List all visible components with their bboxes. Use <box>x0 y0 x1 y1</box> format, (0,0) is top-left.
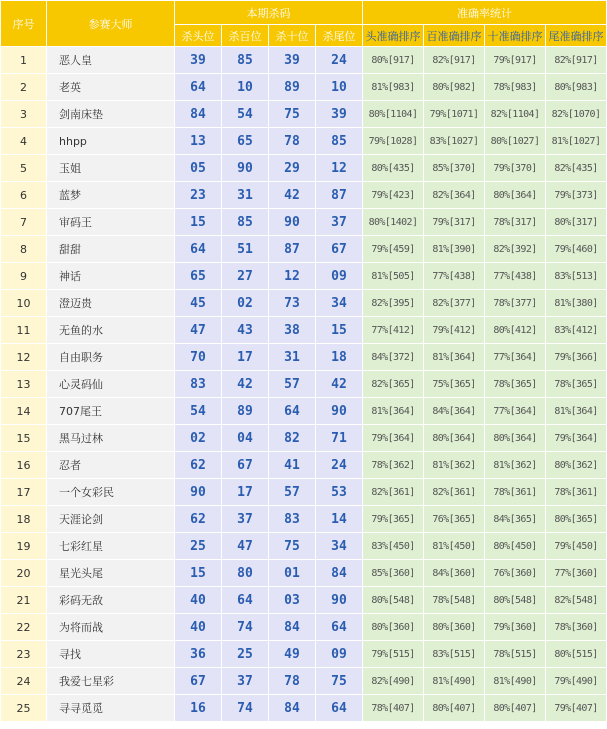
kill-hundred-value: 37 <box>222 506 269 533</box>
row-index: 12 <box>1 344 47 371</box>
kill-tail-value: 90 <box>316 587 363 614</box>
stat-hundred-value: 82%[377] <box>424 290 485 317</box>
stat-ten-value: 82%[1104] <box>485 101 546 128</box>
stat-hundred-value: 80%[364] <box>424 425 485 452</box>
kill-ten-value: 03 <box>269 587 316 614</box>
stat-ten-value: 78%[317] <box>485 209 546 236</box>
table-row <box>1 452 607 479</box>
kill-tail-value: 34 <box>316 290 363 317</box>
row-index: 6 <box>1 182 47 209</box>
stat-ten-value: 78%[515] <box>485 641 546 668</box>
stat-ten-value: 82%[392] <box>485 236 546 263</box>
kill-tail-value: 90 <box>316 398 363 425</box>
row-index: 21 <box>1 587 47 614</box>
stat-tail-value: 83%[513] <box>546 263 607 290</box>
row-index: 13 <box>1 371 47 398</box>
stat-tail-value: 83%[412] <box>546 317 607 344</box>
table-body <box>1 47 607 722</box>
stat-ten-value: 79%[370] <box>485 155 546 182</box>
kill-ten-value: 87 <box>269 236 316 263</box>
stat-ten-value: 77%[438] <box>485 263 546 290</box>
kill-ten-value: 41 <box>269 452 316 479</box>
kill-hundred-value: 42 <box>222 371 269 398</box>
kill-head-value: 84 <box>175 101 222 128</box>
kill-head-value: 05 <box>175 155 222 182</box>
stat-hundred-value: 84%[364] <box>424 398 485 425</box>
stat-head-value: 80%[917] <box>363 47 424 74</box>
kill-ten-value: 90 <box>269 209 316 236</box>
stat-ten-value: 80%[407] <box>485 695 546 722</box>
kill-ten-value: 75 <box>269 101 316 128</box>
table-row <box>1 101 607 128</box>
table-row <box>1 371 607 398</box>
stat-head-value: 78%[362] <box>363 452 424 479</box>
header-period-kill: 本期杀码 <box>175 1 363 25</box>
stat-ten-value: 77%[364] <box>485 398 546 425</box>
table-row <box>1 425 607 452</box>
master-name: 甜甜 <box>47 236 175 263</box>
stat-hundred-value: 81%[362] <box>424 452 485 479</box>
stat-head-value: 79%[423] <box>363 182 424 209</box>
master-name: 七彩红星 <box>47 533 175 560</box>
row-index: 19 <box>1 533 47 560</box>
stat-hundred-value: 84%[360] <box>424 560 485 587</box>
kill-ten-value: 38 <box>269 317 316 344</box>
header-kill-hundred: 杀百位 <box>222 25 269 47</box>
kill-tail-value: 64 <box>316 614 363 641</box>
row-index: 16 <box>1 452 47 479</box>
row-index: 9 <box>1 263 47 290</box>
table-row <box>1 479 607 506</box>
master-name: 自由职务 <box>47 344 175 371</box>
table-row <box>1 506 607 533</box>
table-row <box>1 344 607 371</box>
header-master: 参赛大师 <box>47 1 175 47</box>
kill-tail-value: 18 <box>316 344 363 371</box>
kill-ten-value: 49 <box>269 641 316 668</box>
kill-tail-value: 09 <box>316 263 363 290</box>
kill-head-value: 15 <box>175 560 222 587</box>
stat-ten-value: 80%[364] <box>485 425 546 452</box>
stat-head-value: 82%[361] <box>363 479 424 506</box>
master-name: 寻找 <box>47 641 175 668</box>
row-index: 8 <box>1 236 47 263</box>
stat-hundred-value: 75%[365] <box>424 371 485 398</box>
kill-hundred-value: 67 <box>222 452 269 479</box>
header-accuracy-stats: 准确率统计 <box>363 1 607 25</box>
stat-tail-value: 79%[490] <box>546 668 607 695</box>
master-name: 恶人皇 <box>47 47 175 74</box>
kill-head-value: 39 <box>175 47 222 74</box>
stat-ten-value: 81%[362] <box>485 452 546 479</box>
stat-hundred-value: 81%[490] <box>424 668 485 695</box>
stat-head-value: 79%[364] <box>363 425 424 452</box>
kill-hundred-value: 43 <box>222 317 269 344</box>
kill-hundred-value: 65 <box>222 128 269 155</box>
stat-hundred-value: 83%[1027] <box>424 128 485 155</box>
kill-hundred-value: 51 <box>222 236 269 263</box>
kill-hundred-value: 02 <box>222 290 269 317</box>
stat-head-value: 80%[360] <box>363 614 424 641</box>
kill-hundred-value: 74 <box>222 695 269 722</box>
header-kill-head: 杀头位 <box>175 25 222 47</box>
kill-tail-value: 84 <box>316 560 363 587</box>
stat-hundred-value: 76%[365] <box>424 506 485 533</box>
stat-head-value: 79%[1028] <box>363 128 424 155</box>
table-row <box>1 668 607 695</box>
master-name: 剑南床垫 <box>47 101 175 128</box>
header-kill-tail: 杀尾位 <box>316 25 363 47</box>
kill-hundred-value: 25 <box>222 641 269 668</box>
kill-tail-value: 64 <box>316 695 363 722</box>
stat-hundred-value: 81%[450] <box>424 533 485 560</box>
table-row <box>1 263 607 290</box>
table-row <box>1 236 607 263</box>
stat-hundred-value: 77%[438] <box>424 263 485 290</box>
header-index: 序号 <box>1 1 47 47</box>
stat-ten-value: 80%[1027] <box>485 128 546 155</box>
stat-hundred-value: 78%[548] <box>424 587 485 614</box>
kill-tail-value: 67 <box>316 236 363 263</box>
kill-head-value: 64 <box>175 74 222 101</box>
row-index: 22 <box>1 614 47 641</box>
master-name: 一个女彩民 <box>47 479 175 506</box>
kill-hundred-value: 10 <box>222 74 269 101</box>
kill-tail-value: 12 <box>316 155 363 182</box>
kill-ten-value: 83 <box>269 506 316 533</box>
row-index: 17 <box>1 479 47 506</box>
stat-tail-value: 82%[917] <box>546 47 607 74</box>
row-index: 5 <box>1 155 47 182</box>
master-name: 无鱼的水 <box>47 317 175 344</box>
stat-hundred-value: 79%[412] <box>424 317 485 344</box>
kill-hundred-value: 04 <box>222 425 269 452</box>
stat-head-value: 80%[435] <box>363 155 424 182</box>
row-index: 11 <box>1 317 47 344</box>
kill-head-value: 40 <box>175 587 222 614</box>
row-index: 20 <box>1 560 47 587</box>
kill-tail-value: 75 <box>316 668 363 695</box>
stat-tail-value: 82%[548] <box>546 587 607 614</box>
stat-head-value: 81%[505] <box>363 263 424 290</box>
master-name: 黑马过林 <box>47 425 175 452</box>
stat-hundred-value: 80%[360] <box>424 614 485 641</box>
kill-ten-value: 12 <box>269 263 316 290</box>
row-index: 3 <box>1 101 47 128</box>
kill-head-value: 16 <box>175 695 222 722</box>
stat-tail-value: 80%[365] <box>546 506 607 533</box>
stat-head-value: 77%[412] <box>363 317 424 344</box>
stat-tail-value: 81%[364] <box>546 398 607 425</box>
stat-tail-value: 79%[373] <box>546 182 607 209</box>
kill-head-value: 70 <box>175 344 222 371</box>
kill-tail-value: 24 <box>316 47 363 74</box>
kill-tail-value: 42 <box>316 371 363 398</box>
stat-tail-value: 78%[361] <box>546 479 607 506</box>
stat-hundred-value: 82%[364] <box>424 182 485 209</box>
master-name: 为将而战 <box>47 614 175 641</box>
kill-hundred-value: 85 <box>222 47 269 74</box>
row-index: 23 <box>1 641 47 668</box>
table-row <box>1 614 607 641</box>
table-row <box>1 290 607 317</box>
stat-tail-value: 80%[515] <box>546 641 607 668</box>
kill-ten-value: 29 <box>269 155 316 182</box>
stat-ten-value: 81%[490] <box>485 668 546 695</box>
kill-tail-value: 71 <box>316 425 363 452</box>
master-name: 我爱七星彩 <box>47 668 175 695</box>
table-row <box>1 398 607 425</box>
stat-ten-value: 80%[548] <box>485 587 546 614</box>
header-kill-ten: 杀十位 <box>269 25 316 47</box>
stat-ten-value: 80%[364] <box>485 182 546 209</box>
stat-hundred-value: 80%[407] <box>424 695 485 722</box>
kill-hundred-value: 80 <box>222 560 269 587</box>
master-name: 心灵码仙 <box>47 371 175 398</box>
stat-tail-value: 79%[450] <box>546 533 607 560</box>
stat-head-value: 82%[395] <box>363 290 424 317</box>
master-name: 神话 <box>47 263 175 290</box>
stat-ten-value: 78%[361] <box>485 479 546 506</box>
row-index: 25 <box>1 695 47 722</box>
kill-hundred-value: 17 <box>222 344 269 371</box>
kill-tail-value: 85 <box>316 128 363 155</box>
header-stat-ten[interactable]: 十准确排序 <box>485 25 546 47</box>
stat-ten-value: 80%[450] <box>485 533 546 560</box>
kill-tail-value: 37 <box>316 209 363 236</box>
kill-ten-value: 78 <box>269 668 316 695</box>
stat-head-value: 79%[515] <box>363 641 424 668</box>
kill-hundred-value: 89 <box>222 398 269 425</box>
kill-head-value: 13 <box>175 128 222 155</box>
master-name: 707尾王 <box>47 398 175 425</box>
stat-head-value: 79%[459] <box>363 236 424 263</box>
stat-head-value: 78%[407] <box>363 695 424 722</box>
row-index: 2 <box>1 74 47 101</box>
stat-ten-value: 78%[983] <box>485 74 546 101</box>
stat-hundred-value: 83%[515] <box>424 641 485 668</box>
row-index: 1 <box>1 47 47 74</box>
kill-hundred-value: 37 <box>222 668 269 695</box>
master-name: 星光头尾 <box>47 560 175 587</box>
kill-head-value: 62 <box>175 506 222 533</box>
kill-hundred-value: 54 <box>222 101 269 128</box>
header-stat-hundred[interactable]: 百准确排序 <box>424 25 485 47</box>
kill-head-value: 47 <box>175 317 222 344</box>
kill-head-value: 67 <box>175 668 222 695</box>
stat-ten-value: 78%[365] <box>485 371 546 398</box>
header-stat-head[interactable]: 头准确排序 <box>363 25 424 47</box>
kill-head-value: 83 <box>175 371 222 398</box>
stat-head-value: 80%[548] <box>363 587 424 614</box>
master-name: 忍者 <box>47 452 175 479</box>
stat-head-value: 81%[364] <box>363 398 424 425</box>
kill-tail-value: 09 <box>316 641 363 668</box>
table-row <box>1 128 607 155</box>
stat-hundred-value: 81%[390] <box>424 236 485 263</box>
kill-hundred-value: 31 <box>222 182 269 209</box>
kill-tail-value: 39 <box>316 101 363 128</box>
kill-head-value: 45 <box>175 290 222 317</box>
master-name: 天涯论剑 <box>47 506 175 533</box>
master-name: 玉姐 <box>47 155 175 182</box>
table-row <box>1 155 607 182</box>
stat-tail-value: 77%[360] <box>546 560 607 587</box>
stat-tail-value: 80%[362] <box>546 452 607 479</box>
kill-hundred-value: 85 <box>222 209 269 236</box>
stat-tail-value: 82%[435] <box>546 155 607 182</box>
stat-head-value: 81%[983] <box>363 74 424 101</box>
kill-ten-value: 39 <box>269 47 316 74</box>
kill-ten-value: 78 <box>269 128 316 155</box>
kill-head-value: 02 <box>175 425 222 452</box>
kill-tail-value: 15 <box>316 317 363 344</box>
row-index: 7 <box>1 209 47 236</box>
master-name: 澄迈贵 <box>47 290 175 317</box>
kill-ten-value: 82 <box>269 425 316 452</box>
table-row <box>1 587 607 614</box>
kill-hundred-value: 64 <box>222 587 269 614</box>
kill-hundred-value: 74 <box>222 614 269 641</box>
stat-tail-value: 78%[360] <box>546 614 607 641</box>
table-row <box>1 74 607 101</box>
kill-ten-value: 31 <box>269 344 316 371</box>
stat-hundred-value: 85%[370] <box>424 155 485 182</box>
master-name: 彩码无敌 <box>47 587 175 614</box>
row-index: 15 <box>1 425 47 452</box>
stat-head-value: 79%[365] <box>363 506 424 533</box>
stat-ten-value: 78%[377] <box>485 290 546 317</box>
kill-ten-value: 64 <box>269 398 316 425</box>
kill-ten-value: 84 <box>269 614 316 641</box>
kill-head-value: 23 <box>175 182 222 209</box>
kill-head-value: 90 <box>175 479 222 506</box>
stat-hundred-value: 82%[917] <box>424 47 485 74</box>
table-row <box>1 560 607 587</box>
stat-hundred-value: 79%[317] <box>424 209 485 236</box>
master-name: 蓝梦 <box>47 182 175 209</box>
stat-head-value: 84%[372] <box>363 344 424 371</box>
kill-head-value: 65 <box>175 263 222 290</box>
table-row <box>1 209 607 236</box>
kill-tail-value: 24 <box>316 452 363 479</box>
header-stat-tail[interactable]: 尾准确排序 <box>546 25 607 47</box>
kill-head-value: 54 <box>175 398 222 425</box>
stat-ten-value: 84%[365] <box>485 506 546 533</box>
row-index: 18 <box>1 506 47 533</box>
stat-hundred-value: 82%[361] <box>424 479 485 506</box>
stat-tail-value: 81%[1027] <box>546 128 607 155</box>
row-index: 24 <box>1 668 47 695</box>
kill-head-value: 40 <box>175 614 222 641</box>
stat-hundred-value: 81%[364] <box>424 344 485 371</box>
stat-ten-value: 79%[917] <box>485 47 546 74</box>
stat-ten-value: 77%[364] <box>485 344 546 371</box>
kill-tail-value: 10 <box>316 74 363 101</box>
row-index: 10 <box>1 290 47 317</box>
kill-ten-value: 01 <box>269 560 316 587</box>
stat-tail-value: 80%[317] <box>546 209 607 236</box>
kill-ten-value: 84 <box>269 695 316 722</box>
stat-hundred-value: 80%[982] <box>424 74 485 101</box>
stat-tail-value: 79%[460] <box>546 236 607 263</box>
kill-head-value: 62 <box>175 452 222 479</box>
kill-ten-value: 75 <box>269 533 316 560</box>
stat-ten-value: 76%[360] <box>485 560 546 587</box>
kill-hundred-value: 47 <box>222 533 269 560</box>
stat-tail-value: 79%[407] <box>546 695 607 722</box>
row-index: 4 <box>1 128 47 155</box>
master-name: 寻寻觅觅 <box>47 695 175 722</box>
stat-hundred-value: 79%[1071] <box>424 101 485 128</box>
stat-tail-value: 81%[380] <box>546 290 607 317</box>
kill-tail-value: 14 <box>316 506 363 533</box>
kill-head-value: 25 <box>175 533 222 560</box>
kill-tail-value: 87 <box>316 182 363 209</box>
table-row <box>1 182 607 209</box>
stat-ten-value: 80%[412] <box>485 317 546 344</box>
kill-head-value: 36 <box>175 641 222 668</box>
master-name: 老英 <box>47 74 175 101</box>
kill-ten-value: 42 <box>269 182 316 209</box>
kill-ten-value: 89 <box>269 74 316 101</box>
kill-head-value: 64 <box>175 236 222 263</box>
stat-head-value: 83%[450] <box>363 533 424 560</box>
stat-ten-value: 79%[360] <box>485 614 546 641</box>
master-name: 审码王 <box>47 209 175 236</box>
stat-head-value: 82%[490] <box>363 668 424 695</box>
kill-ten-value: 73 <box>269 290 316 317</box>
table-row <box>1 695 607 722</box>
row-index: 14 <box>1 398 47 425</box>
stat-tail-value: 78%[365] <box>546 371 607 398</box>
table-row <box>1 47 607 74</box>
kill-hundred-value: 17 <box>222 479 269 506</box>
stat-tail-value: 80%[983] <box>546 74 607 101</box>
table-row <box>1 641 607 668</box>
stat-tail-value: 82%[1070] <box>546 101 607 128</box>
stat-head-value: 82%[365] <box>363 371 424 398</box>
kill-tail-value: 34 <box>316 533 363 560</box>
stat-tail-value: 79%[366] <box>546 344 607 371</box>
table-row <box>1 317 607 344</box>
kill-ten-value: 57 <box>269 479 316 506</box>
master-name: hhpp <box>47 128 175 155</box>
stat-head-value: 80%[1104] <box>363 101 424 128</box>
kill-hundred-value: 90 <box>222 155 269 182</box>
kill-ten-value: 57 <box>269 371 316 398</box>
stat-tail-value: 79%[364] <box>546 425 607 452</box>
kill-hundred-value: 27 <box>222 263 269 290</box>
stat-head-value: 85%[360] <box>363 560 424 587</box>
kill-tail-value: 53 <box>316 479 363 506</box>
stat-head-value: 80%[1402] <box>363 209 424 236</box>
kill-head-value: 15 <box>175 209 222 236</box>
table-row <box>1 533 607 560</box>
